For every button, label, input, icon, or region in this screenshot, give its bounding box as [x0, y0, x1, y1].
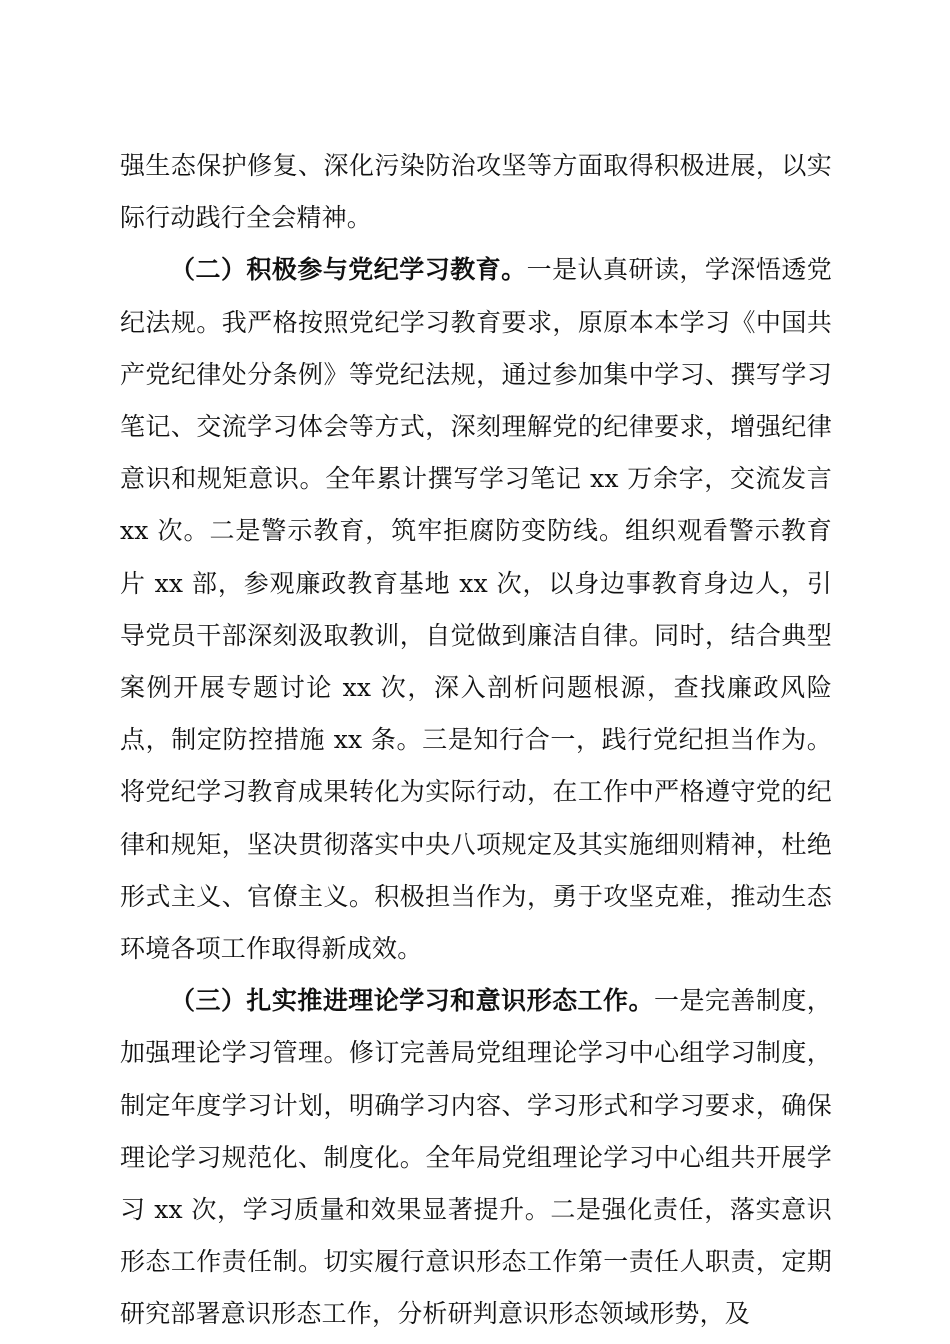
- document-body: [120, 140, 832, 1341]
- paragraph-theory-study: [120, 975, 832, 1340]
- paragraph-party-discipline: [120, 244, 832, 975]
- paragraph-text: 一是认真研读，学深悟透党纪法规。我严格按照党纪学习教育要求，原原本本学习《中国共产党纪律处分条例》等党纪法规，通过参加集中学习、撰写学习笔记、交流学习体会等方式，深刻理解党的纪律要求，增强纪律意识和规矩意识。全年累计撰写学习笔记 xx 万余字，交流发言 xx 次。二是警示教育，筑牢拒腐防变防线。组织观看警示教育片 xx 部，参观廉政教育基地 xx 次，以身边事教育身边人，引导党员干部深刻汲取教训，自觉做到廉洁自律。同时，结合典型案例开展专题讨论 xx 次，深入剖析问题根源，查找廉政风险点，制定防控措施 xx 条。三是知行合一，践行党纪担当作为。将党纪学习教育成果转化为实际行动，在工作中严格遵守党的纪律和规矩，坚决贯彻落实中央八项规定及其实施细则精神，杜绝形式主义、官僚主义。积极担当作为，勇于攻坚克难，推动生态环境各项工作取得新成效。: [120, 255, 832, 964]
- paragraph-continuation: [120, 140, 832, 244]
- section-heading-2: （二）积极参与党纪学习教育。: [170, 255, 527, 285]
- paragraph-text: 强生态保护修复、深化污染防治攻坚等方面取得积极进展，以实际行动践行全会精神。: [120, 151, 832, 233]
- section-heading-3: （三）扎实推进理论学习和意识形态工作。: [170, 986, 654, 1016]
- paragraph-text: 一是完善制度，加强理论学习管理。修订完善局党组理论学习中心组学习制度，制定年度学习计划，明确学习内容、学习形式和学习要求，确保理论学习规范化、制度化。全年局党组理论学习中心组共开展学习 xx 次，学习质量和效果显著提升。二是强化责任，落实意识形态工作责任制。切实履行意识形态工作第一责任人职责，定期研究部署意识形态工作，分析研判意识形态领域形势，及: [120, 986, 832, 1329]
